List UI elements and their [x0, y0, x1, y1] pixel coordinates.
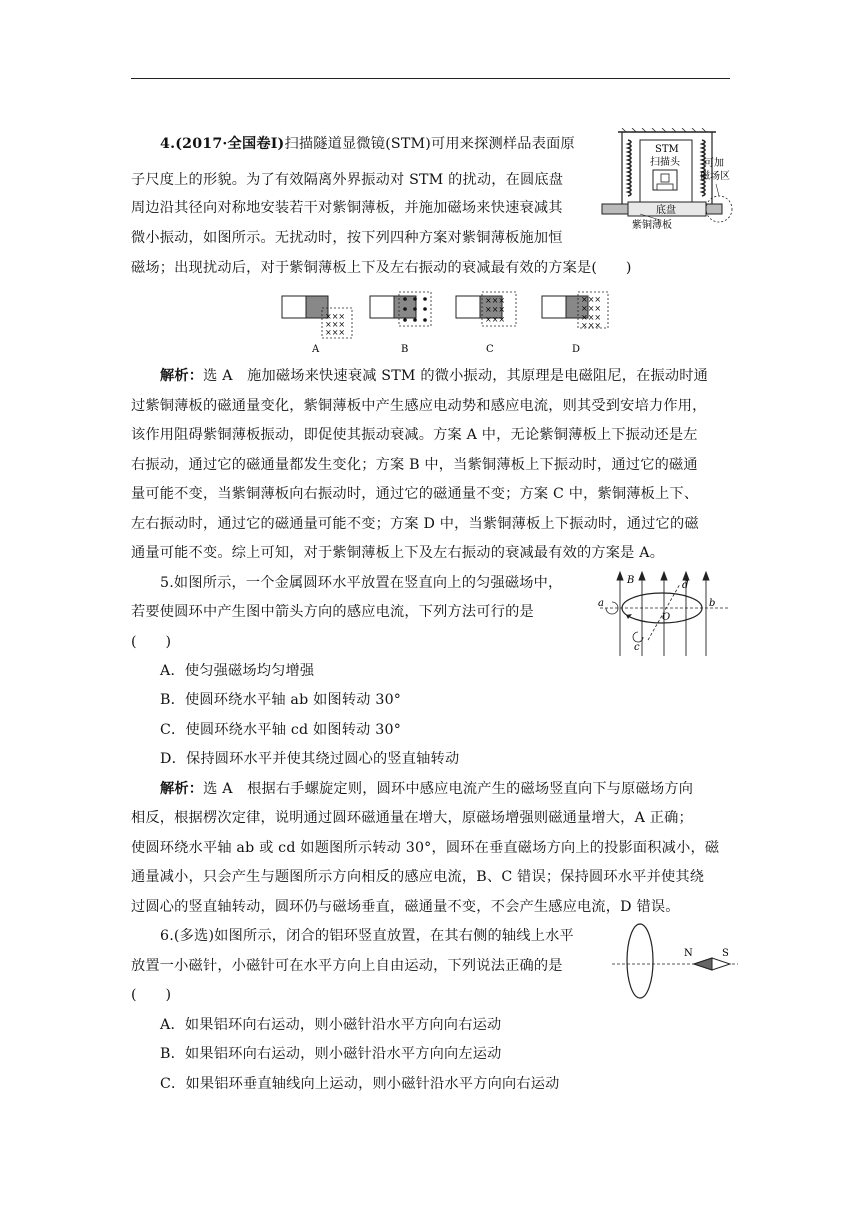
q6-line-2: 放置一小磁针，小磁针可在水平方向上自由运动，下列说法正确的是	[131, 958, 563, 974]
option-c-label: C	[486, 344, 494, 355]
axis-d-label: d	[682, 580, 689, 591]
svg-text:×××: ×××	[581, 313, 602, 322]
q4-solution-label: 解析：	[160, 368, 204, 384]
option-b-diagram	[370, 292, 431, 326]
q4-solution-3: 该作用阻碍紫铜薄板振动，即促使其振动衰减。方案 A 中，无论紫铜薄板上下振动还是左	[131, 427, 698, 443]
axis-b-label: b	[709, 598, 716, 609]
svg-text:×××: ×××	[581, 321, 602, 330]
axis-a-label: a	[598, 598, 604, 609]
q4-solution-text-1: 选 A 施加磁场来快速衰减 STM 的微小振动，其原理是电磁阻尼，在振动时通	[203, 368, 709, 384]
option-c-diagram	[456, 292, 516, 326]
q6-line-3: ( )	[131, 987, 172, 1003]
q4-line-3: 周边沿其径向对称地安装若干对紫铜薄板，并施加磁场来快速衰减其	[131, 200, 563, 216]
q6-option-b: B．如果铝环向右运动，则小磁针沿水平方向向左运动	[160, 1046, 502, 1062]
q4-solution-7: 通量可能不变。综上可知，对于紫铜薄板上下及左右振动的衰减最有效的方案是 A。	[131, 545, 665, 561]
q5-option-a: A．使匀强磁场均匀增强	[160, 663, 315, 679]
stm-figure	[598, 128, 740, 232]
q5-solution-4: 通量减小，只会产生与题图所示方向相反的感应电流，B、C 错误；保持圆环水平并使其绕	[131, 869, 705, 885]
q5-solution-label: 解析：	[160, 781, 204, 797]
svg-text:×××: ×××	[581, 304, 602, 313]
field-label-1: 可加	[704, 158, 724, 169]
svg-text:×××: ×××	[485, 305, 506, 314]
ring-magnet-figure	[610, 922, 740, 1002]
q4-solution-6: 左右振动时，通过它的磁通量可能不变；方案 D 中，当紫铜薄板上下振动时，通过它的磁	[131, 516, 699, 532]
q4-solution-5: 量可能不变，当紫铜薄板向右振动时，通过它的磁通量不变；方案 C 中，紫铜薄板上下、	[131, 486, 699, 502]
probe-label: 扫描头	[650, 157, 680, 168]
q5-option-b: B．使圆环绕水平轴 ab 如图转动 30°	[160, 692, 402, 708]
q5-solution-2: 相反，根据楞次定律，说明通过圆环磁通量在增大，原磁场增强则磁通量增大，A 正确；	[131, 810, 693, 826]
options-figure	[280, 290, 620, 358]
q4-solution-4: 右振动，通过它的磁通量都发生变化；方案 B 中，当紫铜薄板上下振动时，通过它的磁通	[131, 457, 698, 473]
axis-c-label: c	[634, 642, 640, 653]
svg-text:×××: ×××	[325, 312, 346, 321]
q6-option-a: A．如果铝环向右运动，则小磁针沿水平方向向右运动	[160, 1017, 502, 1033]
field-label-2: 磁场区	[700, 171, 730, 182]
center-O-label: O	[662, 612, 671, 623]
plate-label: 紫铜薄板	[632, 220, 672, 231]
q4-line-1: 扫描隧道显微镜(STM)可用来探测样品表面原	[284, 136, 575, 152]
option-b-label: B	[401, 344, 409, 355]
south-label: S	[722, 948, 729, 959]
q4-solution-2: 过紫铜薄板的磁通量变化，紫铜薄板中产生感应电动势和感应电流，则其受到安培力作用，	[131, 398, 707, 414]
q4-line-2: 子尺度上的形貌。为了有效隔离外界振动对 STM 的扰动，在圆底盘	[131, 172, 564, 188]
q6-option-c: C．如果铝环垂直轴线向上运动，则小磁针沿水平方向向右运动	[160, 1076, 560, 1092]
svg-text:×××: ×××	[485, 315, 506, 324]
header-rule	[131, 78, 730, 79]
field-B-label: B	[627, 575, 635, 586]
q5-option-c: C．使圆环绕水平轴 cd 如图转动 30°	[160, 722, 402, 738]
svg-text:×××: ×××	[325, 328, 346, 337]
ring-field-figure	[596, 570, 732, 658]
q4-solution-1	[160, 366, 708, 386]
q4-source: (2017·全国卷Ⅰ)	[175, 136, 285, 152]
q4-line-4: 微小振动，如图所示。无扰动时，按下列四种方案对紫铜薄板施加恒	[131, 230, 563, 246]
option-d-label: D	[572, 344, 581, 355]
q4-first-line	[160, 134, 575, 154]
q5-line-2: 若要使圆环中产生图中箭头方向的感应电流，下列方法可行的是	[131, 604, 534, 620]
q5-solution-text-1: 选 A 根据右手螺旋定则，圆环中感应电流产生的磁场竖直向下与原磁场方向	[203, 781, 694, 797]
stm-label: STM	[655, 144, 679, 155]
north-label: N	[684, 948, 693, 959]
svg-text:×××: ×××	[485, 296, 506, 305]
q5-solution-1	[160, 779, 693, 799]
option-a-diagram	[282, 296, 352, 338]
svg-text:×××: ×××	[581, 295, 602, 304]
q5-option-d: D．保持圆环水平并使其绕过圆心的竖直轴转动	[160, 751, 460, 767]
q5-line-1: 5.如图所示，一个金属圆环水平放置在竖直向上的匀强磁场中，	[160, 575, 563, 591]
q4-number: 4.	[160, 136, 176, 152]
option-d-diagram	[542, 292, 608, 330]
q5-solution-3: 使圆环绕水平轴 ab 或 cd 如题图所示转动 30°，圆环在垂直磁场方向上的投影面积减小，磁	[131, 840, 720, 856]
q5-solution-5: 过圆心的竖直轴转动，圆环仍与磁场垂直，磁通量不变，不会产生感应电流，D 错误。	[131, 899, 680, 915]
base-label: 底盘	[656, 205, 676, 216]
option-a-label: A	[312, 344, 320, 355]
q4-line-5: 磁场；出现扰动后，对于紫铜薄板上下及左右振动的衰减最有效的方案是( )	[131, 260, 632, 276]
q5-line-3: ( )	[131, 634, 172, 650]
q6-line-1: 6.(多选)如图所示，闭合的铝环竖直放置，在其右侧的轴线上水平	[160, 928, 574, 944]
svg-text:×××: ×××	[325, 320, 346, 329]
